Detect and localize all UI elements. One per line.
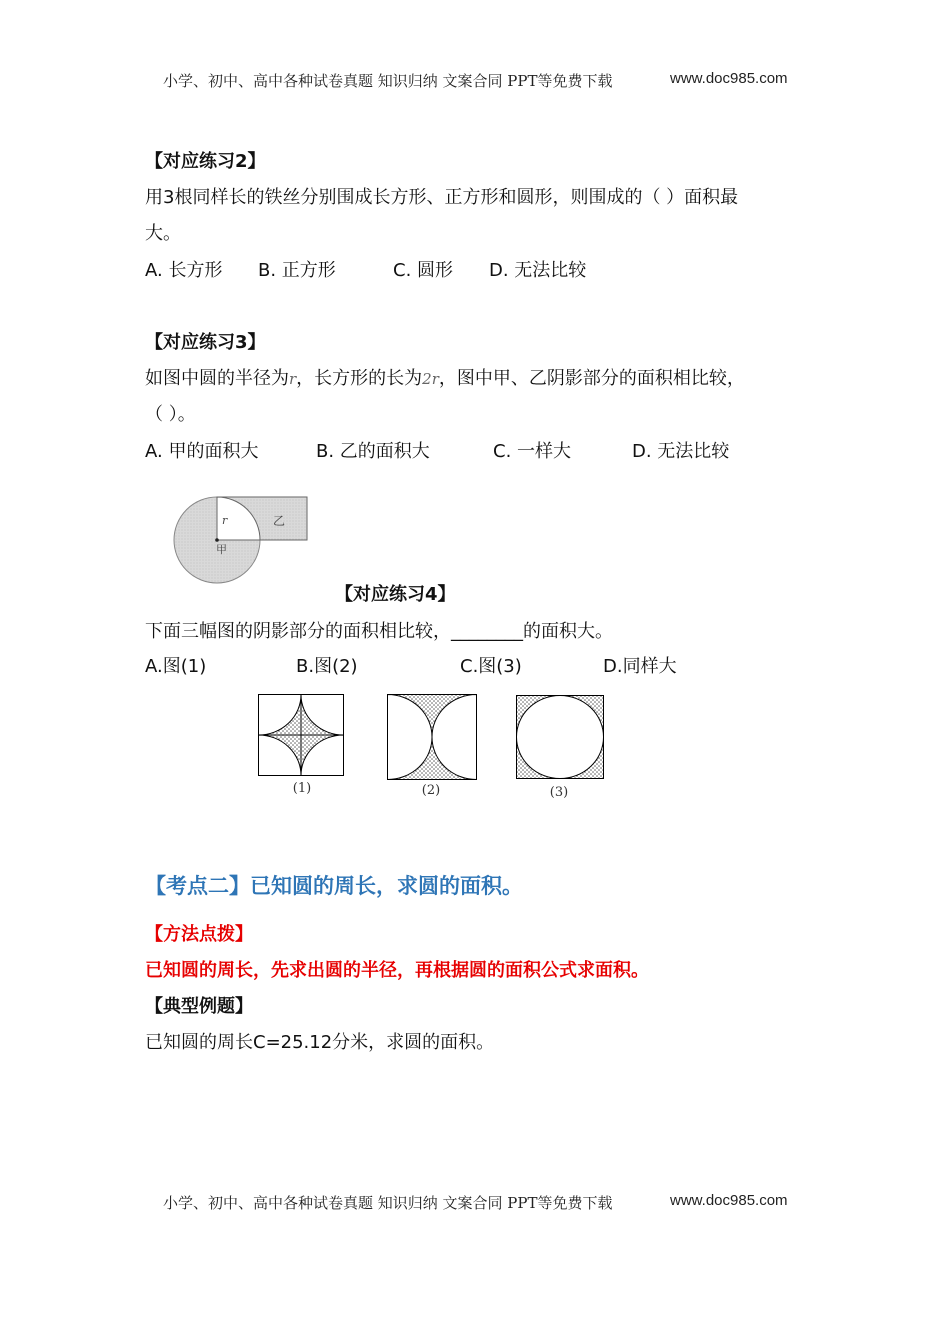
ex3-text-c: ，图中甲、乙阴影部分的面积相比较， [438,368,745,389]
ex3-yi-label: 乙 [273,514,286,528]
ex4-option-a: A.图(1) [145,656,207,677]
ex3-var-r: r [289,370,297,388]
ex3-option-b: B. 乙的面积大 [316,441,430,462]
ex3-figure [172,490,322,590]
ex4-figure-1 [258,694,344,776]
ex2-option-b: B. 正方形 [258,260,336,281]
ex4-figure-3-label: (3) [549,785,569,800]
ex4-figure-2 [387,694,477,780]
ex2-question-line2: 大。 [145,223,181,244]
topic2-heading: 【考点二】已知圆的周长，求圆的面积。 [145,874,523,898]
ex4-figure-2-label: (2) [421,783,441,798]
ex4-question: 下面三幅图的阴影部分的面积相比较，________的面积大。 [145,621,613,642]
ex4-option-c: C.图(3) [460,656,522,677]
method-title: 【方法点拨】 [145,924,253,945]
ex2-option-c: C. 圆形 [393,260,454,281]
ex3-figure-svg [172,490,322,590]
ex3-option-d: D. 无法比较 [632,441,730,462]
ex4-figure-1-svg [258,694,344,776]
ex3-question-line1 [145,364,745,390]
ex3-option-a: A. 甲的面积大 [145,441,259,462]
ex3-r-label: r [222,514,228,527]
ex3-jia-label: 甲 [216,543,227,556]
method-text: 已知圆的周长，先求出圆的半径，再根据圆的面积公式求面积。 [145,960,649,981]
ex4-figure-1-label: (1) [292,781,312,796]
ex2-question-line1: 用3根同样长的铁丝分别围成长方形、正方形和圆形，则围成的（ ）面积最 [145,187,739,208]
ex3-text-b: ，长方形的长为 [296,368,423,389]
ex3-title: 【对应练习3】 [145,332,266,353]
example-text: 已知圆的周长C=25.12分米，求圆的面积。 [145,1032,495,1053]
ex3-question-line2: （ ）。 [145,404,196,425]
header-url[interactable]: www.doc985.com [670,70,788,87]
ex2-title: 【对应练习2】 [145,151,266,172]
ex4-figure-3 [516,695,604,779]
footer-url[interactable]: www.doc985.com [670,1192,788,1209]
ex4-option-d: D.同样大 [603,656,677,677]
ex3-center-dot [215,538,219,542]
ex2-option-d: D. 无法比较 [489,260,587,281]
footer-text: 小学、初中、高中各种试卷真题 知识归纳 文案合同 PPT等免费下载 [163,1194,613,1212]
ex4-figure-3-svg [516,695,604,779]
example-title: 【典型例题】 [145,996,253,1017]
ex3-text-a: 如图中圆的半径为 [145,368,289,389]
ex4-figure-2-svg [387,694,477,780]
header-text: 小学、初中、高中各种试卷真题 知识归纳 文案合同 PPT等免费下载 [163,72,613,90]
ex3-option-c: C. 一样大 [493,441,572,462]
ex4-option-b: B.图(2) [296,656,358,677]
ex4-title: 【对应练习4】 [335,584,456,605]
ex2-option-a: A. 长方形 [145,260,223,281]
ex3-var-2r: 2r [422,370,439,388]
